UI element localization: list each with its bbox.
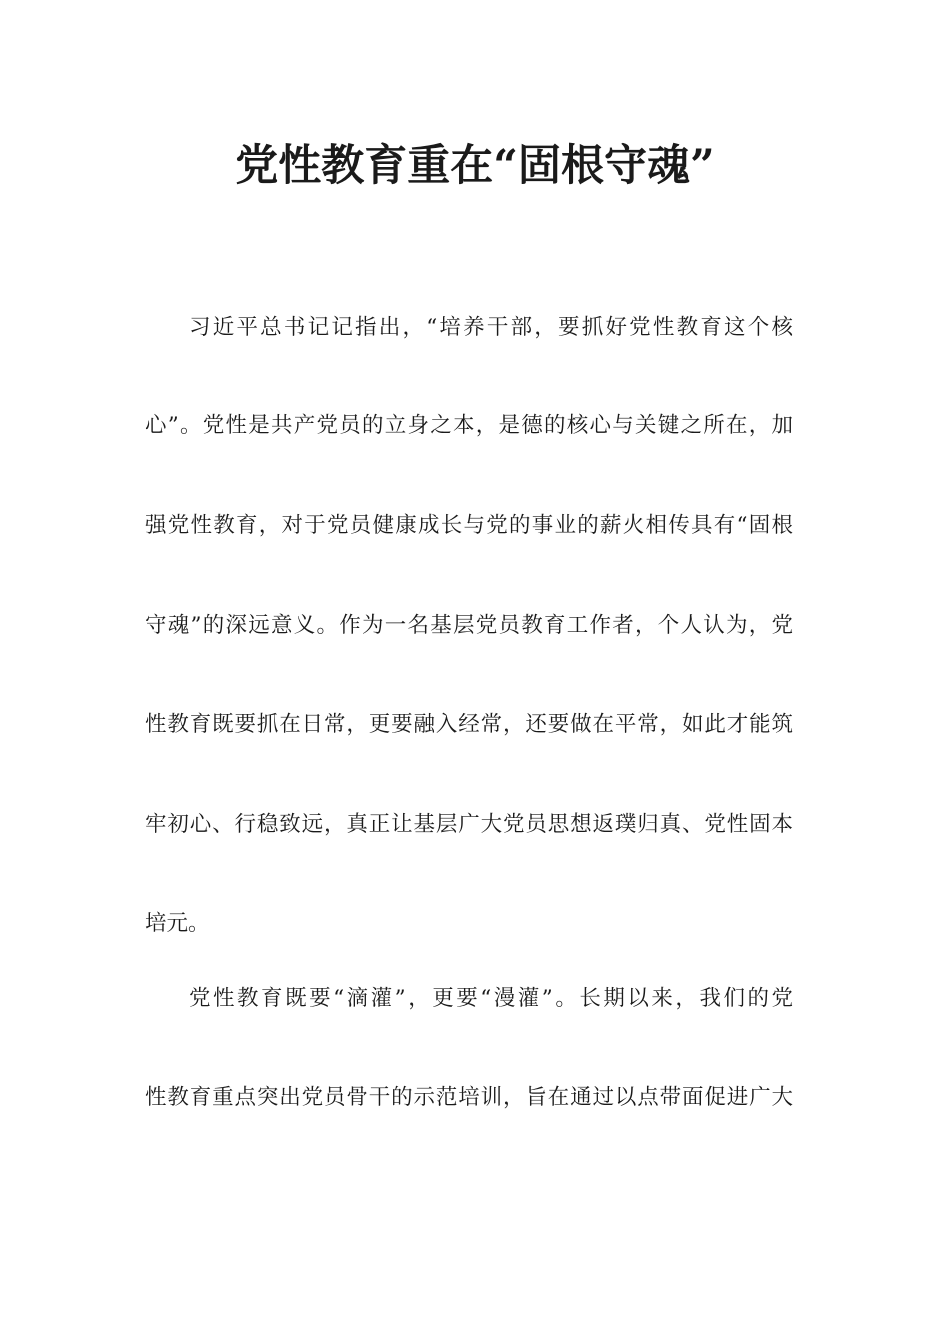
paragraph-2-line-1: 党性教育既要“滴灌”，更要“漫灌”。长期以来，我们的党: [189, 986, 793, 1011]
paragraph-1-line-4: 守魂”的深远意义。作为一名基层党员教育工作者，个人认为，党: [145, 613, 793, 638]
paragraph-1-line-1: 习近平总书记记指出，“培养干部，要抓好党性教育这个核: [189, 315, 793, 340]
paragraph-1-line-5: 性教育既要抓在日常，更要融入经常，还要做在平常，如此才能筑: [145, 712, 793, 737]
document-title: 党性教育重在“固根守魂”: [235, 141, 715, 191]
paragraph-2-line-2: 性教育重点突出党员骨干的示范培训，旨在通过以点带面促进广大: [145, 1085, 793, 1110]
paragraph-1-line-3: 强党性教育，对于党员健康成长与党的事业的薪火相传具有“固根: [145, 513, 793, 538]
paragraph-1-line-6: 牢初心、行稳致远，真正让基层广大党员思想返璞归真、党性固本: [145, 812, 793, 837]
paragraph-1-line-2: 心”。党性是共产党员的立身之本，是德的核心与关键之所在，加: [145, 413, 793, 438]
paragraph-1-line-7: 培元。: [145, 911, 210, 936]
